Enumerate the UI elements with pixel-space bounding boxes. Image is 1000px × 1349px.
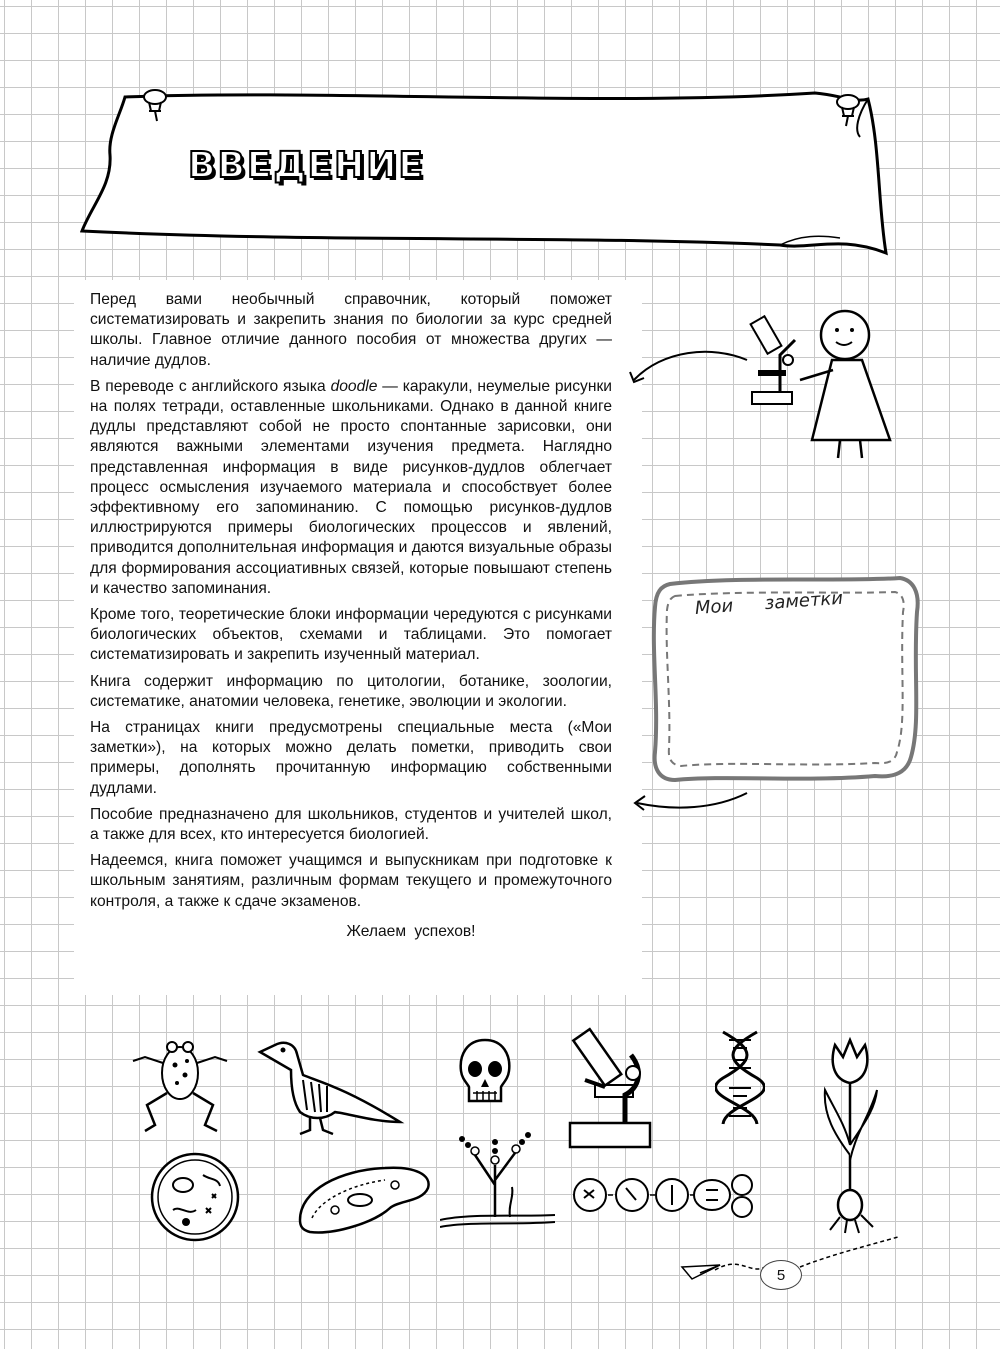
arrow-icon bbox=[622, 340, 752, 390]
paragraph-part: — каракули, неумелые рисунки на полях тетради, оставленные школьниками. Однако в данной книге дудлы представляют собой не просто спонтанные зарисовки, они являются важными элементами изучения предмета. Наглядно представленная информация в виде рисунков-дудлов облегчает процесс осмысления изучаемого материала и способствует более эффективному его запоминанию. С помощью рисунков-дудлов иллюстрируются примеры биологических процессов и явлений, приводится дополнительная информация и даются визуальные образы для формирования ассоциативных связей, которые повышают степень и качество запоминания. bbox=[90, 377, 612, 597]
skull-icon bbox=[455, 1035, 515, 1110]
bird-skeleton-icon bbox=[255, 1030, 410, 1140]
paramecium-icon bbox=[290, 1160, 435, 1240]
page-title: ВВЕДЕНИЕ bbox=[188, 145, 425, 186]
paragraph: Книга содержит информацию по цитологии, ботанике, зоологии, систематике, анатомии человека, генетике, эволюции и экологии. bbox=[90, 672, 612, 710]
title-banner bbox=[80, 85, 890, 260]
paragraph: Пособие предназначено для школьников, студентов и учителей школ, а также для всех, кто интересуется биологией. bbox=[90, 805, 612, 844]
paragraph: Перед вами необычный справочник, который поможет систематизировать и закрепить знания по биологии за курс средней школы. Главное отличие данного пособия от множества других — наличие дудлов. bbox=[90, 291, 612, 369]
closing-line: Желаем успехов! bbox=[346, 922, 476, 940]
page-number: 5 bbox=[776, 1266, 786, 1284]
mitosis-icon bbox=[570, 1170, 755, 1220]
pin-icon bbox=[135, 85, 175, 125]
paragraph: Кроме того, теоретические блоки информации чередуются с рисунками биологических объектов, схемами и таблицами. Это помогает систематизировать и закрепить изученный материал. bbox=[90, 606, 612, 664]
page-number-badge bbox=[760, 1260, 802, 1290]
paragraph-doodle bbox=[90, 377, 612, 599]
frog-icon bbox=[125, 1025, 235, 1135]
microscope-icon bbox=[565, 1025, 660, 1155]
paragraph-part: В переводе с английского языка bbox=[90, 377, 331, 395]
cell-icon bbox=[148, 1150, 243, 1245]
paragraph: Надеемся, книга поможет учащимся и выпускникам при подготовке к школьным занятиям, различным формам текущего и промежуточного контроля, а также к сдаче экзаменов. bbox=[90, 852, 612, 910]
intro-text bbox=[90, 290, 612, 948]
pin-icon bbox=[828, 90, 868, 130]
mold-icon bbox=[440, 1125, 555, 1235]
doodle-term: doodle bbox=[330, 377, 378, 395]
notes-title: Мои заметки bbox=[694, 587, 844, 619]
tulip-icon bbox=[815, 1035, 885, 1235]
paragraph: На страницах книги предусмотрены специальные места («Мои заметки»), на которых можно делать пометки, приводить свои примеры, дополнять прочитанную информацию собственными дудлами. bbox=[90, 719, 612, 797]
dna-icon bbox=[715, 1030, 765, 1125]
arrow-icon bbox=[625, 785, 755, 820]
microscope-character-icon bbox=[740, 300, 900, 465]
